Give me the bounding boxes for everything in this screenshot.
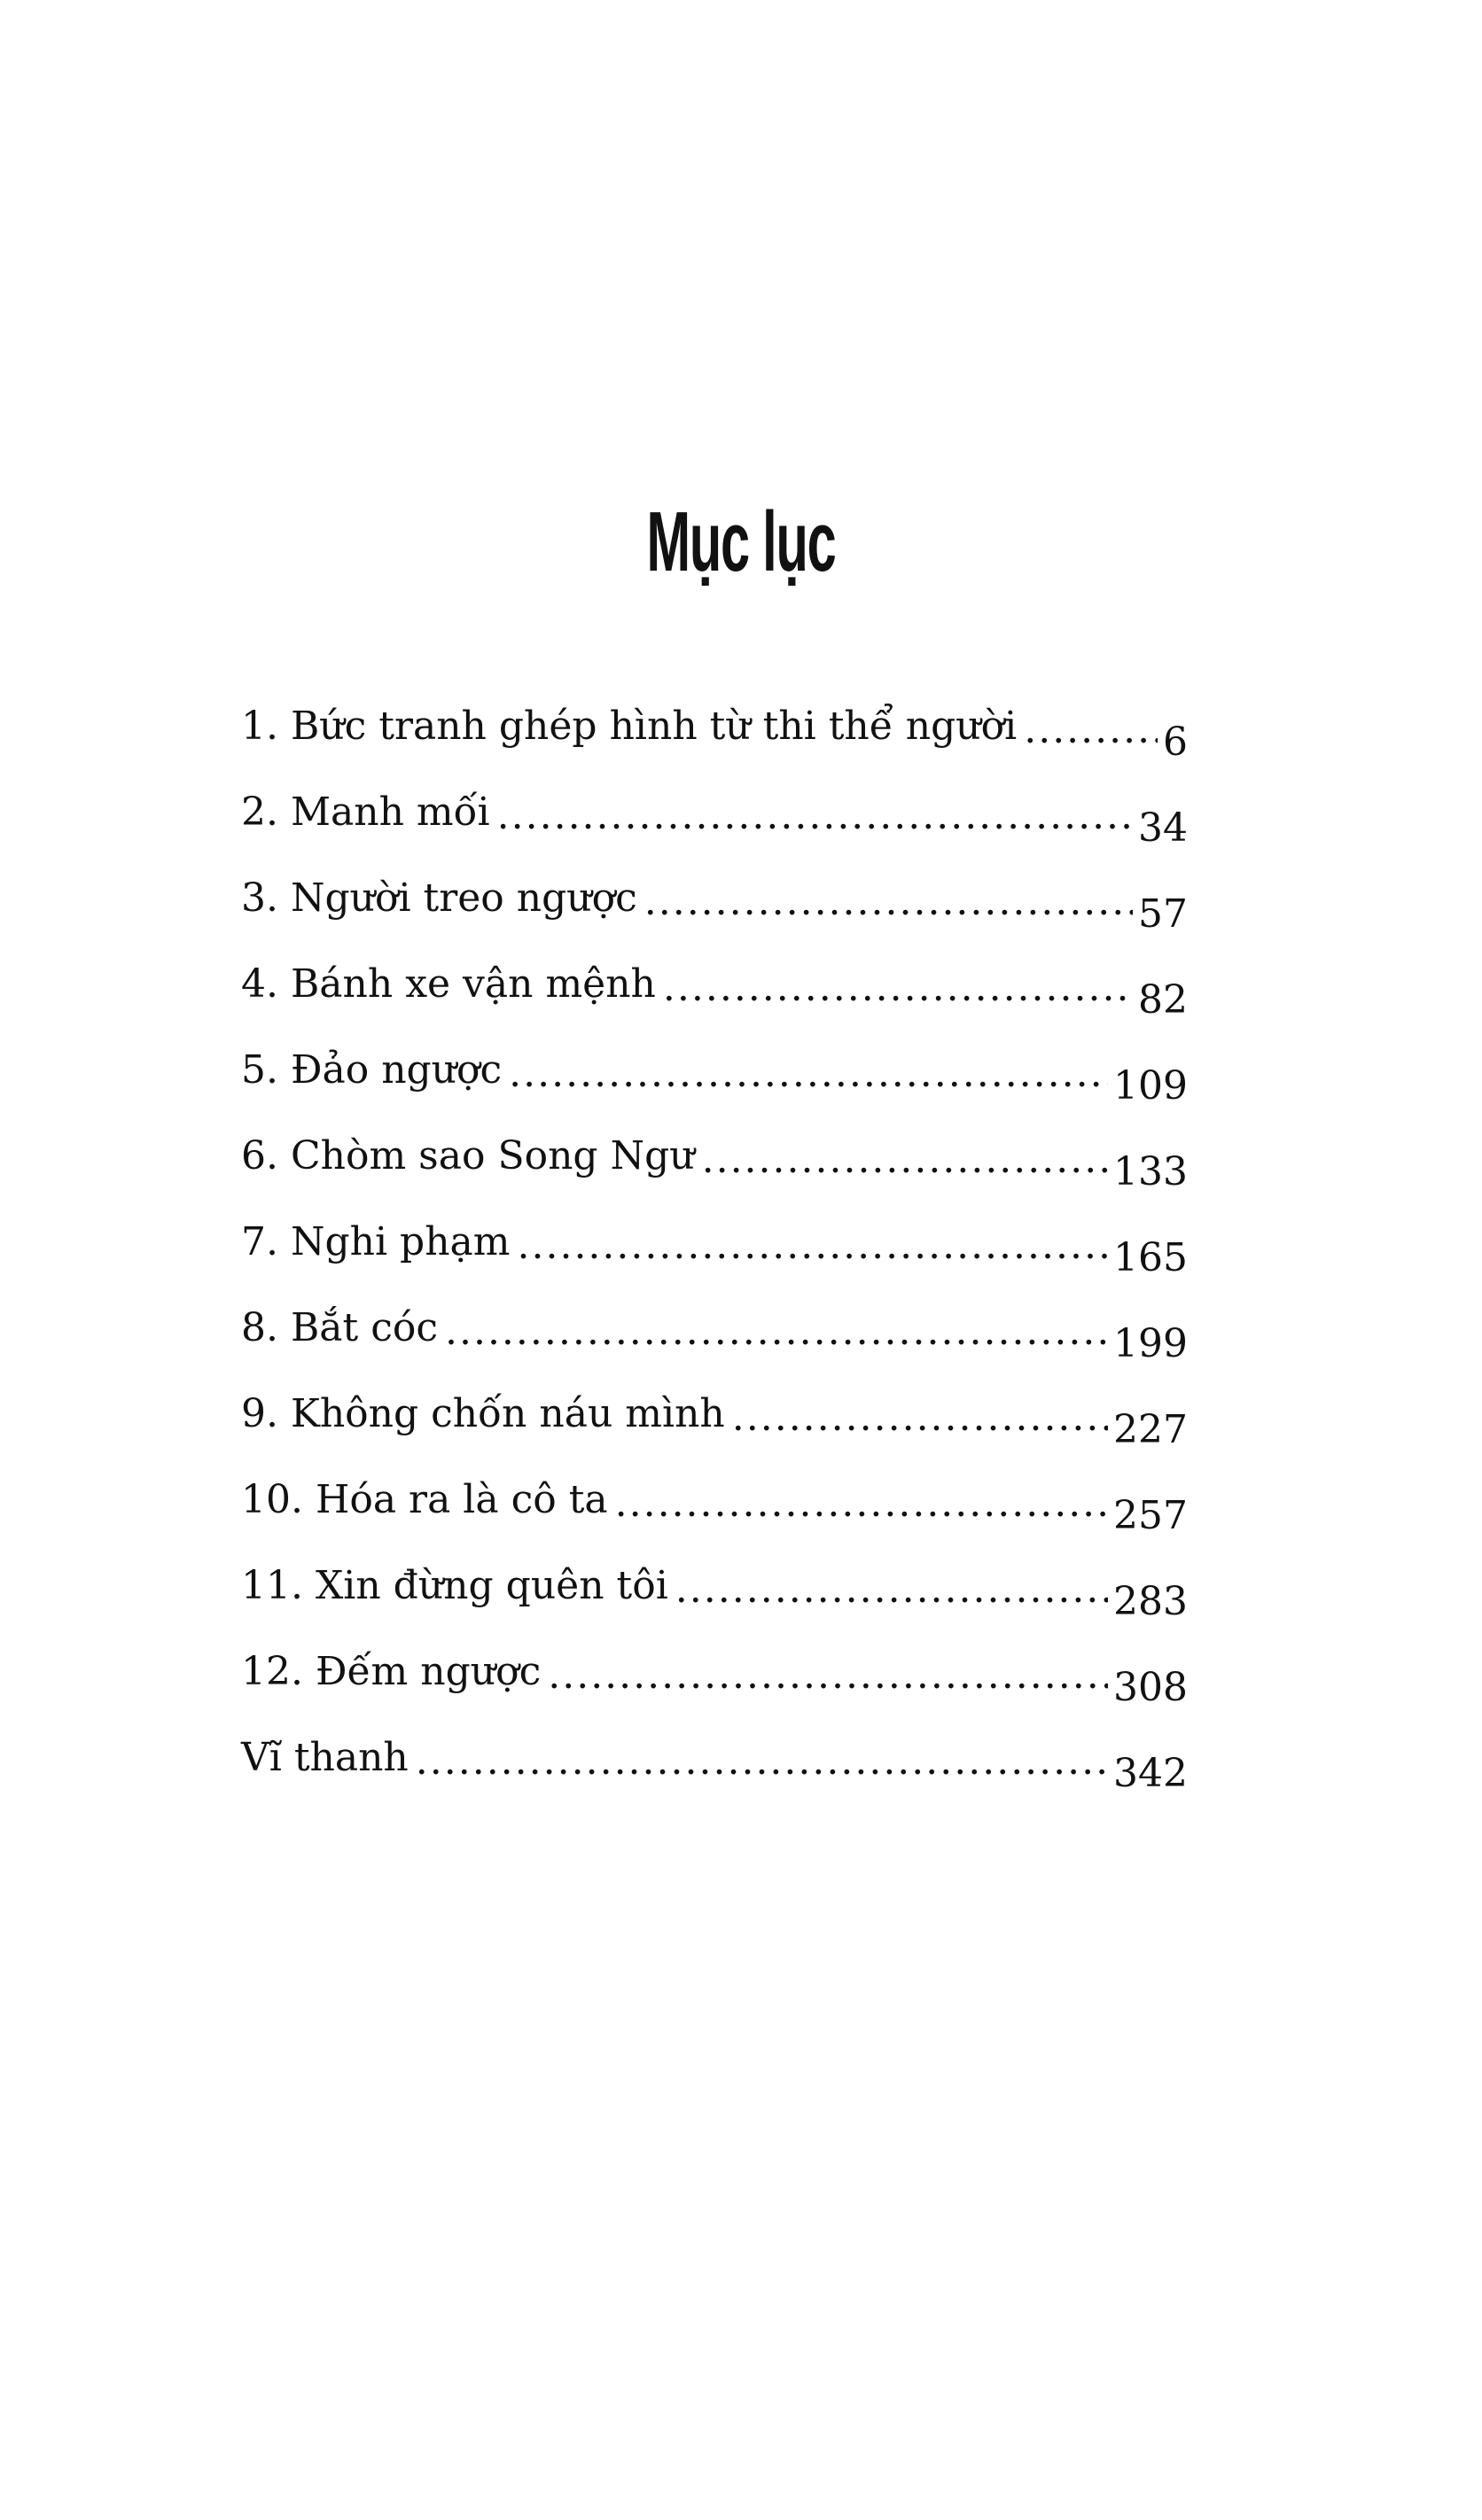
toc-entry — [241, 786, 1188, 872]
toc-leader-dots — [675, 1563, 1108, 1616]
toc-entry-page: 342 — [1113, 1751, 1188, 1796]
toc-entry-page: 165 — [1113, 1235, 1188, 1280]
toc-entry-label: 10. Hóa ra là cô ta — [241, 1477, 608, 1522]
toc-leader-dots — [663, 961, 1133, 1015]
toc-entry — [241, 1474, 1188, 1559]
toc-entry-page: 227 — [1113, 1407, 1188, 1452]
toc-entry — [241, 1044, 1188, 1130]
toc-entry-label: 6. Chòm sao Song Ngư — [241, 1133, 695, 1178]
toc-entry-label: 8. Bắt cóc — [241, 1305, 438, 1350]
toc-entry — [241, 1216, 1188, 1302]
page-title: Mục lục — [646, 494, 836, 590]
toc-entry-label: 4. Bánh xe vận mệnh — [241, 961, 656, 1007]
toc-leader-dots — [445, 1305, 1108, 1358]
toc-entry-page: 308 — [1113, 1665, 1188, 1710]
toc-leader-dots — [644, 875, 1133, 929]
toc-entry — [241, 1302, 1188, 1388]
toc-entry-label: 7. Nghi phạm — [241, 1219, 511, 1264]
toc-leader-dots — [732, 1391, 1108, 1444]
toc-entry-page: 34 — [1138, 805, 1188, 851]
table-of-contents — [241, 700, 1188, 1817]
toc-entry-page: 6 — [1163, 719, 1188, 765]
toc-entry-page: 257 — [1113, 1493, 1188, 1538]
toc-entry-label: 1. Bức tranh ghép hình từ thi thể người — [241, 704, 1018, 749]
toc-leader-dots — [497, 789, 1133, 843]
toc-entry-page: 82 — [1138, 977, 1188, 1023]
toc-entry-page: 57 — [1138, 891, 1188, 937]
toc-leader-dots — [518, 1219, 1109, 1272]
toc-leader-dots — [509, 1047, 1108, 1101]
toc-entry — [241, 1388, 1188, 1474]
toc-entry-label: 3. Người treo ngược — [241, 875, 637, 921]
toc-leader-dots — [1024, 704, 1158, 757]
toc-entry-label: Vĩ thanh — [241, 1735, 409, 1780]
toc-entry-label: 11. Xin đừng quên tôi — [241, 1563, 668, 1608]
toc-entry — [241, 1645, 1188, 1731]
toc-entry-page: 109 — [1113, 1063, 1188, 1108]
toc-entry-label: 12. Đếm ngược — [241, 1649, 542, 1694]
toc-leader-dots — [615, 1477, 1108, 1530]
toc-leader-dots — [548, 1649, 1108, 1702]
toc-entry — [241, 872, 1188, 958]
toc-entry-page: 283 — [1113, 1579, 1188, 1624]
toc-entry — [241, 700, 1188, 786]
toc-entry-page: 199 — [1113, 1321, 1188, 1366]
toc-entry-label: 9. Không chốn náu mình — [241, 1391, 725, 1436]
toc-entry-label: 2. Manh mối — [241, 789, 490, 835]
toc-leader-dots — [702, 1133, 1108, 1186]
toc-entry — [241, 1731, 1188, 1817]
toc-leader-dots — [416, 1735, 1108, 1788]
toc-entry-page: 133 — [1113, 1149, 1188, 1194]
toc-entry-label: 5. Đảo ngược — [241, 1047, 503, 1093]
toc-entry — [241, 958, 1188, 1044]
toc-entry — [241, 1130, 1188, 1216]
toc-entry — [241, 1559, 1188, 1645]
